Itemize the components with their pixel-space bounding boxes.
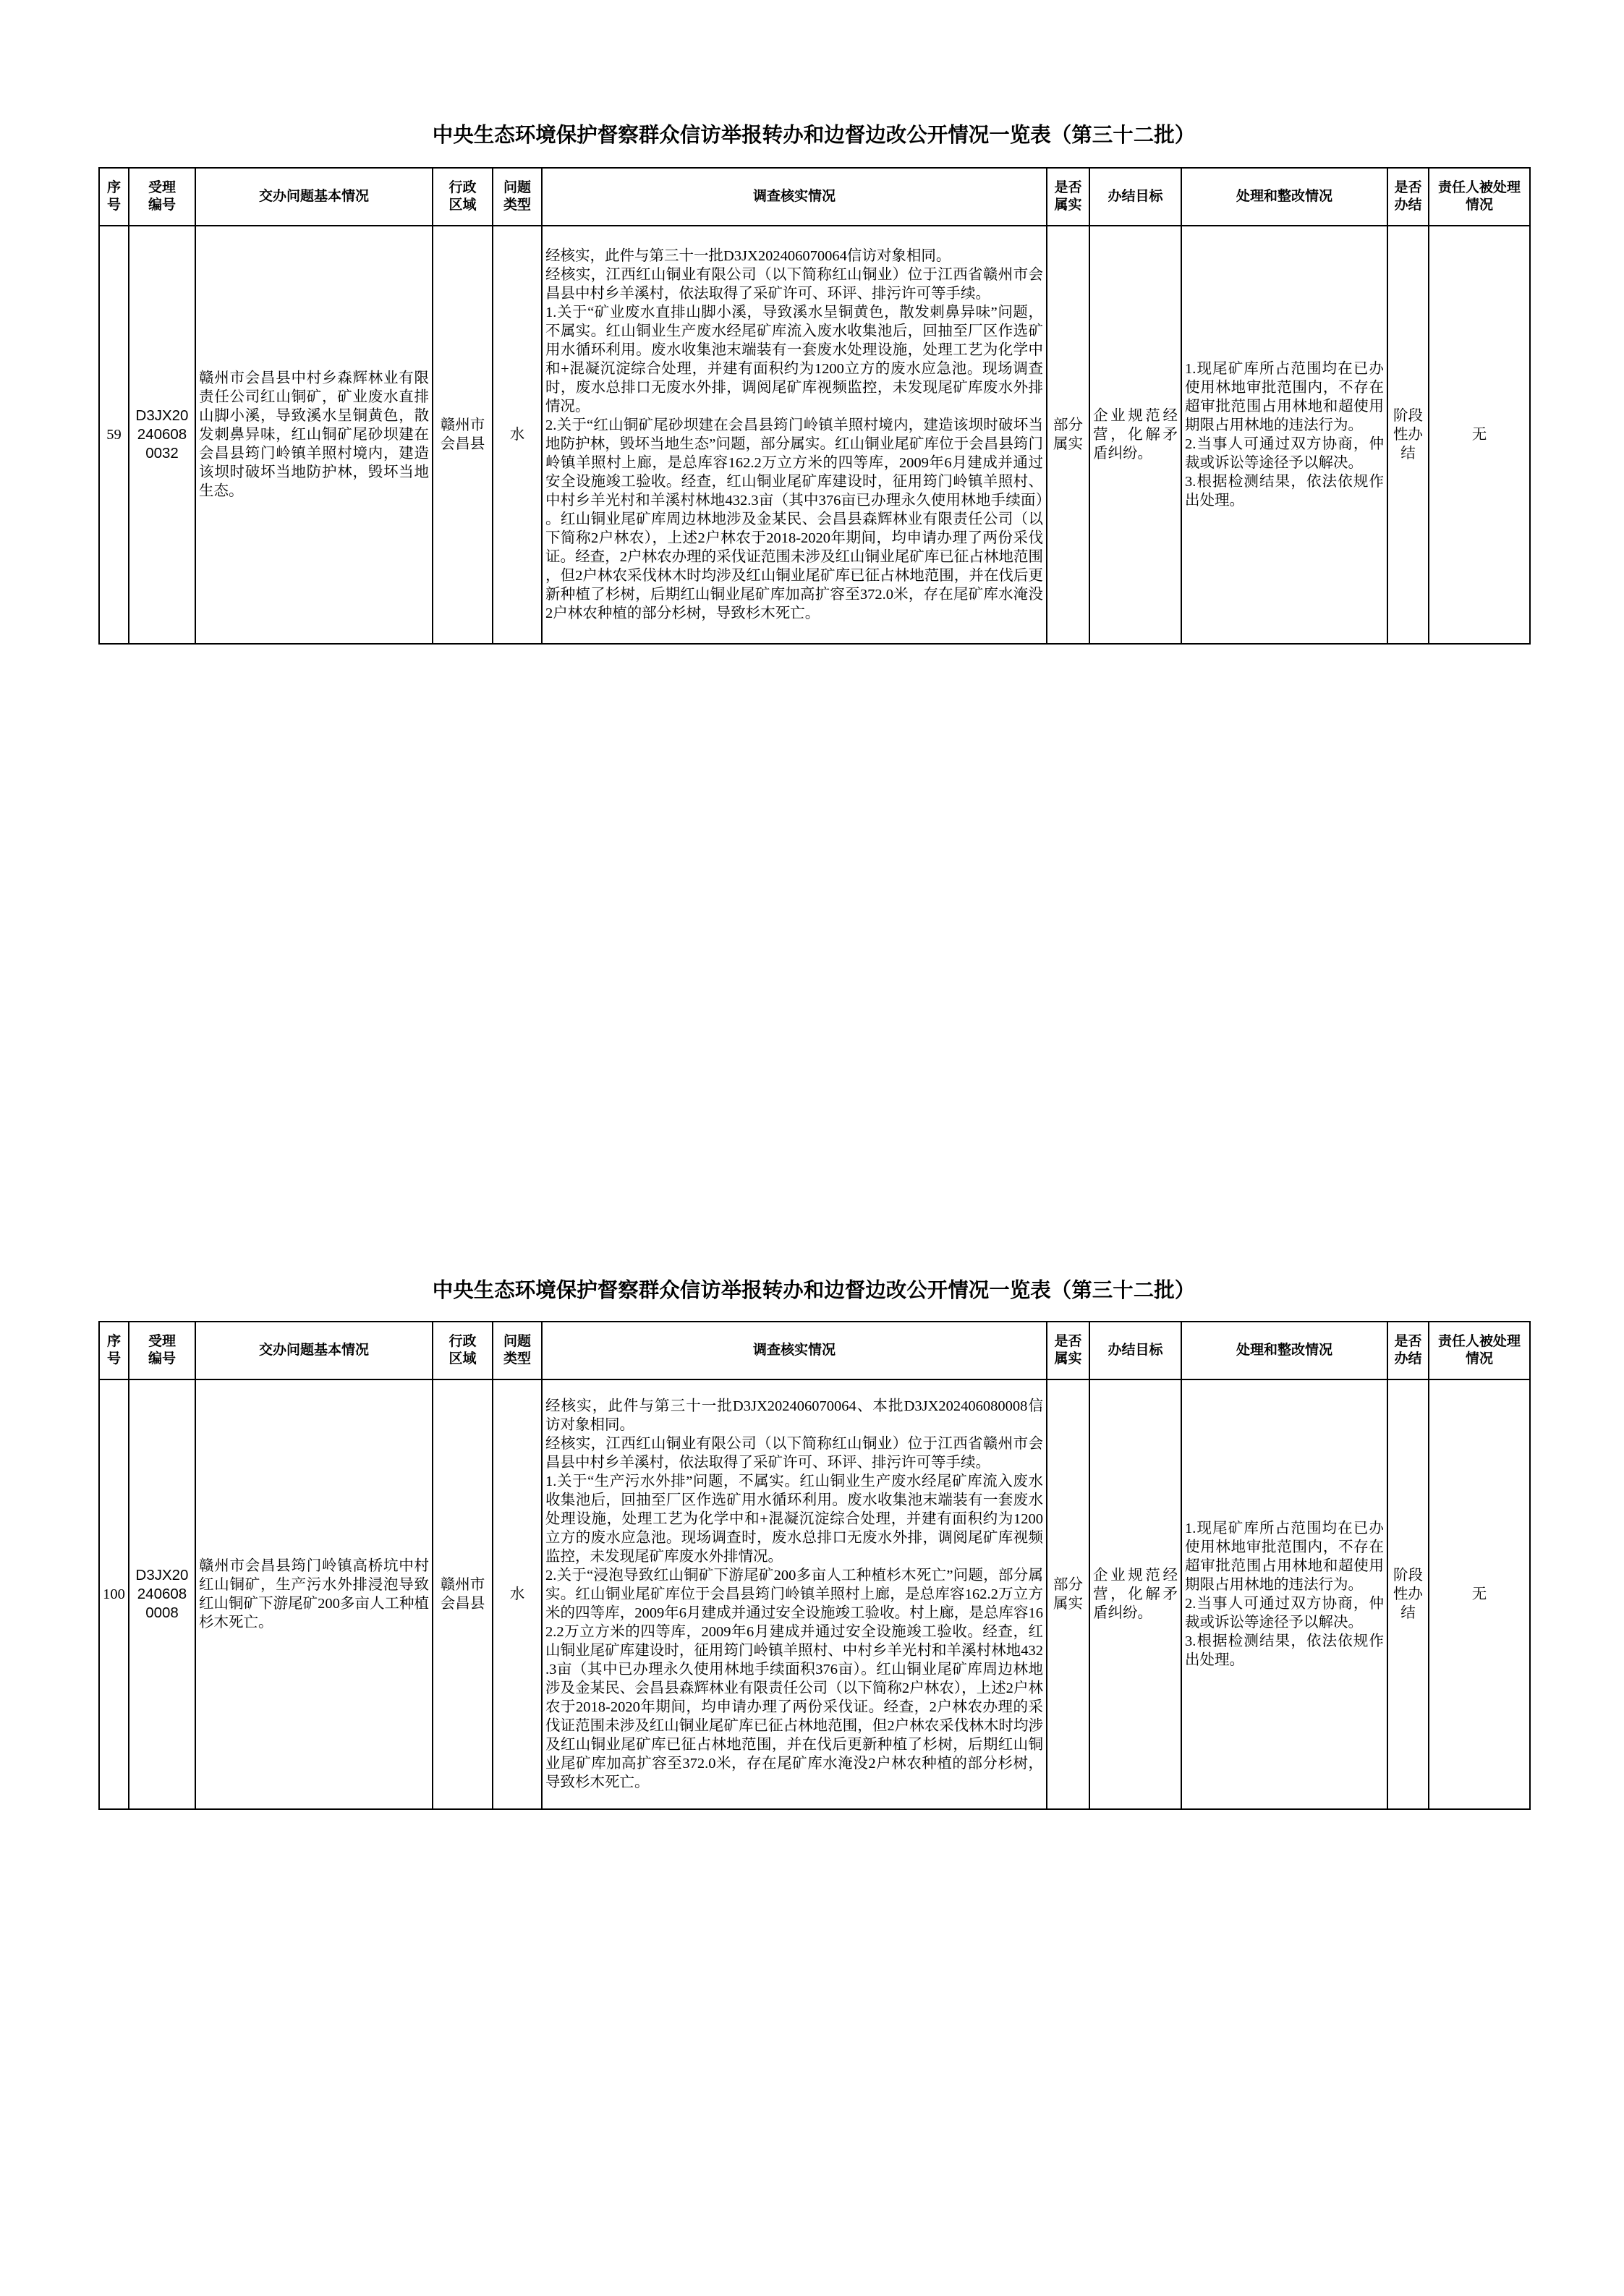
header-goal-label: 办结目标 (1108, 189, 1163, 204)
cell-goal: 企业规范经营，化解矛盾纠纷。 (1089, 1379, 1181, 1809)
header-accountability-label: 责任人被处理情况 (1437, 1334, 1521, 1366)
header-closed-label: 是否办结 (1394, 1334, 1422, 1366)
investigation-paragraph: 2.关于“红山铜矿尾砂坝建在会昌县筠门岭镇羊照村境内，建造该坝时破坏当地防护林，毁坏当地生态”问题，部分属实。红山铜业尾矿库位于会昌县筠门岭镇羊照村上廊，是总库容162.2万立方米的四等库，2009年6月建成并通过安全设施竣工验收。经查，红山铜业尾矿库建设时，征用筠门岭镇羊照村、中村乡羊光村和羊溪村林地432.3亩（其中376亩已办理永久使用林地手续面）。红山铜业尾矿库周边林地涉及金某民、会昌县森辉林业有限责任公司（以下简称2户林农），上述2户林农于2018-2020年期间，均申请办理了两份采伐证。经查，2户林农办理的采伐证范围未涉及红山铜业尾矿库已征占林地范围，但2户林农采伐林木时均涉及红山铜业尾矿库已征占林地范围，并在伐后更新种植了杉树，后期红山铜业尾矿库加高扩容至372.0米，存在尾矿库水淹没2户林农种植的部分杉树，导致杉木死亡。 (545, 417, 1043, 621)
header-accountability-label: 责任人被处理情况 (1437, 180, 1521, 213)
cell-seq: 59 (99, 226, 129, 644)
header-case-no-label: 受理编号 (148, 1334, 176, 1366)
header-region-label: 行政区域 (448, 1334, 477, 1366)
investigation-paragraph: 1.关于“生产污水外排”问题，不属实。红山铜业生产废水经尾矿库流入废水收集池后，回抽至厂区作选矿用水循环利用。废水收集池末端装有一套废水处理设施，处理工艺为化学中和+混凝沉淀综合处理，并建有面积约为1200立方的废水应急池。现场调查时，废水总排口无废水外排，调阅尾矿库视频监控，未发现尾矿库废水外排情况。 (545, 1474, 1043, 1565)
handling-item: 1.现尾矿库所占范围均在已办使用林地审批范围内，不存在超审批范围占用林地和超使用期限占用林地的违法行为。 (1185, 361, 1384, 433)
header-verified-label: 是否属实 (1054, 180, 1082, 213)
header-issue-label: 交办问题基本情况 (258, 189, 369, 204)
cell-seq: 100 (99, 1379, 129, 1809)
investigation-paragraph: 1.关于“矿业废水直排山脚小溪，导致溪水呈铜黄色，散发刺鼻异味”问题，不属实。红山铜业生产废水经尾矿库流入废水收集池后，回抽至厂区作选矿用水循环利用。废水收集池末端装有一套废水处理设施，处理工艺为化学中和+混凝沉淀综合处理，并建有面积约为1200立方的废水应急池。现场调查时，废水总排口无废水外排，调阅尾矿库视频监控，未发现尾矿库废水外排情况。 (545, 305, 1043, 414)
header-issue (195, 1322, 433, 1379)
header-investigation (542, 1322, 1047, 1379)
table-header-row (99, 1322, 1530, 1379)
cell-type: 水 (493, 1379, 542, 1809)
cell-closed: 阶段性办结 (1387, 1379, 1429, 1809)
cell-verified: 部分属实 (1047, 226, 1089, 644)
cell-case-no: D3JX202406080008 (129, 1379, 195, 1809)
cell-region: 赣州市会昌县 (433, 226, 493, 644)
header-closed (1387, 1322, 1429, 1379)
header-type (493, 1322, 542, 1379)
cell-region: 赣州市会昌县 (433, 1379, 493, 1809)
header-type-label: 问题类型 (503, 180, 531, 213)
investigation-paragraph: 2.关于“浸泡导致红山铜矿下游尾矿200多亩人工种植杉木死亡”问题，部分属实。红山铜业尾矿库位于会昌县筠门岭镇羊照村上廊，是总库容162.2万立方米的四等库，2009年6月建成并通过安全设施竣工验收。村上廊，是总库容162.2万立方米的四等库，2009年6月建成并通过安全设施竣工验收。经查，红山铜业尾矿库建设时，征用筠门岭镇羊照村、中村乡羊光村和羊溪村林地432.3亩（其中已办理永久使用林地手续面积376亩）。红山铜业尾矿库周边林地涉及金某民、会昌县森辉林业有限责任公司（以下简称2户林农），上述2户林农于2018-2020年期间，均申请办理了两份采伐证。经查，2户林农办理的采伐证范围未涉及红山铜业尾矿库已征占林地范围，但2户林农采伐林木时均涉及红山铜业尾矿库已征占林地范围，并在伐后更新种植了杉树，后期红山铜业尾矿库加高扩容至372.0米，存在尾矿库水淹没2户林农种植的部分杉树，导致杉木死亡。 (545, 1568, 1043, 1790)
table-row (99, 226, 1530, 644)
header-verified (1047, 1322, 1089, 1379)
header-investigation-label: 调查核实情况 (752, 1343, 836, 1358)
header-seq-label: 序号 (106, 1334, 121, 1366)
cell-goal: 企业规范经营，化解矛盾纠纷。 (1089, 226, 1181, 644)
cell-investigation (542, 226, 1047, 644)
header-accountability (1429, 168, 1530, 226)
header-investigation (542, 168, 1047, 226)
header-handling (1181, 168, 1387, 226)
header-seq-label: 序号 (106, 180, 121, 213)
header-seq (99, 168, 129, 226)
header-closed-label: 是否办结 (1394, 180, 1422, 213)
header-region-label: 行政区域 (448, 180, 477, 213)
header-issue (195, 168, 433, 226)
investigation-paragraph: 经核实，江西红山铜业有限公司（以下简称红山铜业）位于江西省赣州市会昌县中村乡羊溪村，依法取得了采矿许可、环评、排污许可等手续。 (545, 267, 1043, 302)
header-type-label: 问题类型 (503, 1334, 531, 1366)
cell-type: 水 (493, 226, 542, 644)
cell-closed: 阶段性办结 (1387, 226, 1429, 644)
page-title: 中央生态环境保护督察群众信访举报转办和边督边改公开情况一览表（第三十二批） (432, 124, 1196, 147)
table-header-row (99, 168, 1530, 226)
page-title: 中央生态环境保护督察群众信访举报转办和边督边改公开情况一览表（第三十二批） (432, 1279, 1196, 1302)
header-handling (1181, 1322, 1387, 1379)
investigation-paragraph: 经核实，此件与第三十一批D3JX202406070064信访对象相同。 (545, 248, 951, 264)
header-verified-label: 是否属实 (1054, 1334, 1082, 1366)
handling-item: 3.根据检测结果，依法依规作出处理。 (1185, 474, 1384, 509)
header-type (493, 168, 542, 226)
handling-item: 2.当事人可通过双方协商，仲裁或诉讼等途径予以解决。 (1185, 1596, 1384, 1630)
header-goal (1089, 1322, 1181, 1379)
cell-investigation (542, 1379, 1047, 1809)
header-seq (99, 1322, 129, 1379)
header-verified (1047, 168, 1089, 226)
cell-issue: 赣州市会昌县筠门岭镇高桥坑中村红山铜矿，生产污水外排浸泡导致红山铜矿下游尾矿200多亩人工种植杉木死亡。 (195, 1379, 433, 1809)
table-row (99, 1379, 1530, 1809)
header-case-no-label: 受理编号 (148, 180, 176, 213)
cell-handling (1181, 226, 1387, 644)
header-case-no (129, 1322, 195, 1379)
investigation-paragraph: 经核实，江西红山铜业有限公司（以下简称红山铜业）位于江西省赣州市会昌县中村乡羊溪村，依法取得了采矿许可、环评、排污许可等手续。 (545, 1436, 1043, 1471)
header-region (433, 168, 493, 226)
cell-accountability: 无 (1429, 1379, 1530, 1809)
header-accountability (1429, 1322, 1530, 1379)
header-region (433, 1322, 493, 1379)
report-table (98, 1321, 1531, 1810)
handling-item: 1.现尾矿库所占范围均在已办使用林地审批范围内，不存在超审批范围占用林地和超使用期限占用林地的违法行为。 (1185, 1521, 1384, 1593)
cell-accountability: 无 (1429, 226, 1530, 644)
report-table (98, 167, 1531, 645)
handling-item: 2.当事人可通过双方协商，仲裁或诉讼等途径予以解决。 (1185, 436, 1384, 471)
header-handling-label: 处理和整改情况 (1236, 1343, 1332, 1358)
header-goal (1089, 168, 1181, 226)
cell-issue: 赣州市会昌县中村乡森辉林业有限责任公司红山铜矿，矿业废水直排山脚小溪，导致溪水呈铜黄色，散发刺鼻异味，红山铜矿尾砂坝建在会昌县筠门岭镇羊照村境内，建造该坝时破坏当地防护林，毁坏当地生态。 (195, 226, 433, 644)
header-closed (1387, 168, 1429, 226)
header-goal-label: 办结目标 (1108, 1343, 1163, 1358)
investigation-paragraph: 经核实，此件与第三十一批D3JX202406070064、本批D3JX202406080008信访对象相同。 (545, 1398, 1043, 1433)
header-case-no (129, 168, 195, 226)
cell-verified: 部分属实 (1047, 1379, 1089, 1809)
cell-case-no: D3JX202406080032 (129, 226, 195, 644)
handling-item: 3.根据检测结果，依法依规作出处理。 (1185, 1633, 1384, 1668)
header-handling-label: 处理和整改情况 (1236, 189, 1332, 204)
header-issue-label: 交办问题基本情况 (258, 1343, 369, 1358)
cell-handling (1181, 1379, 1387, 1809)
header-investigation-label: 调查核实情况 (752, 189, 836, 204)
